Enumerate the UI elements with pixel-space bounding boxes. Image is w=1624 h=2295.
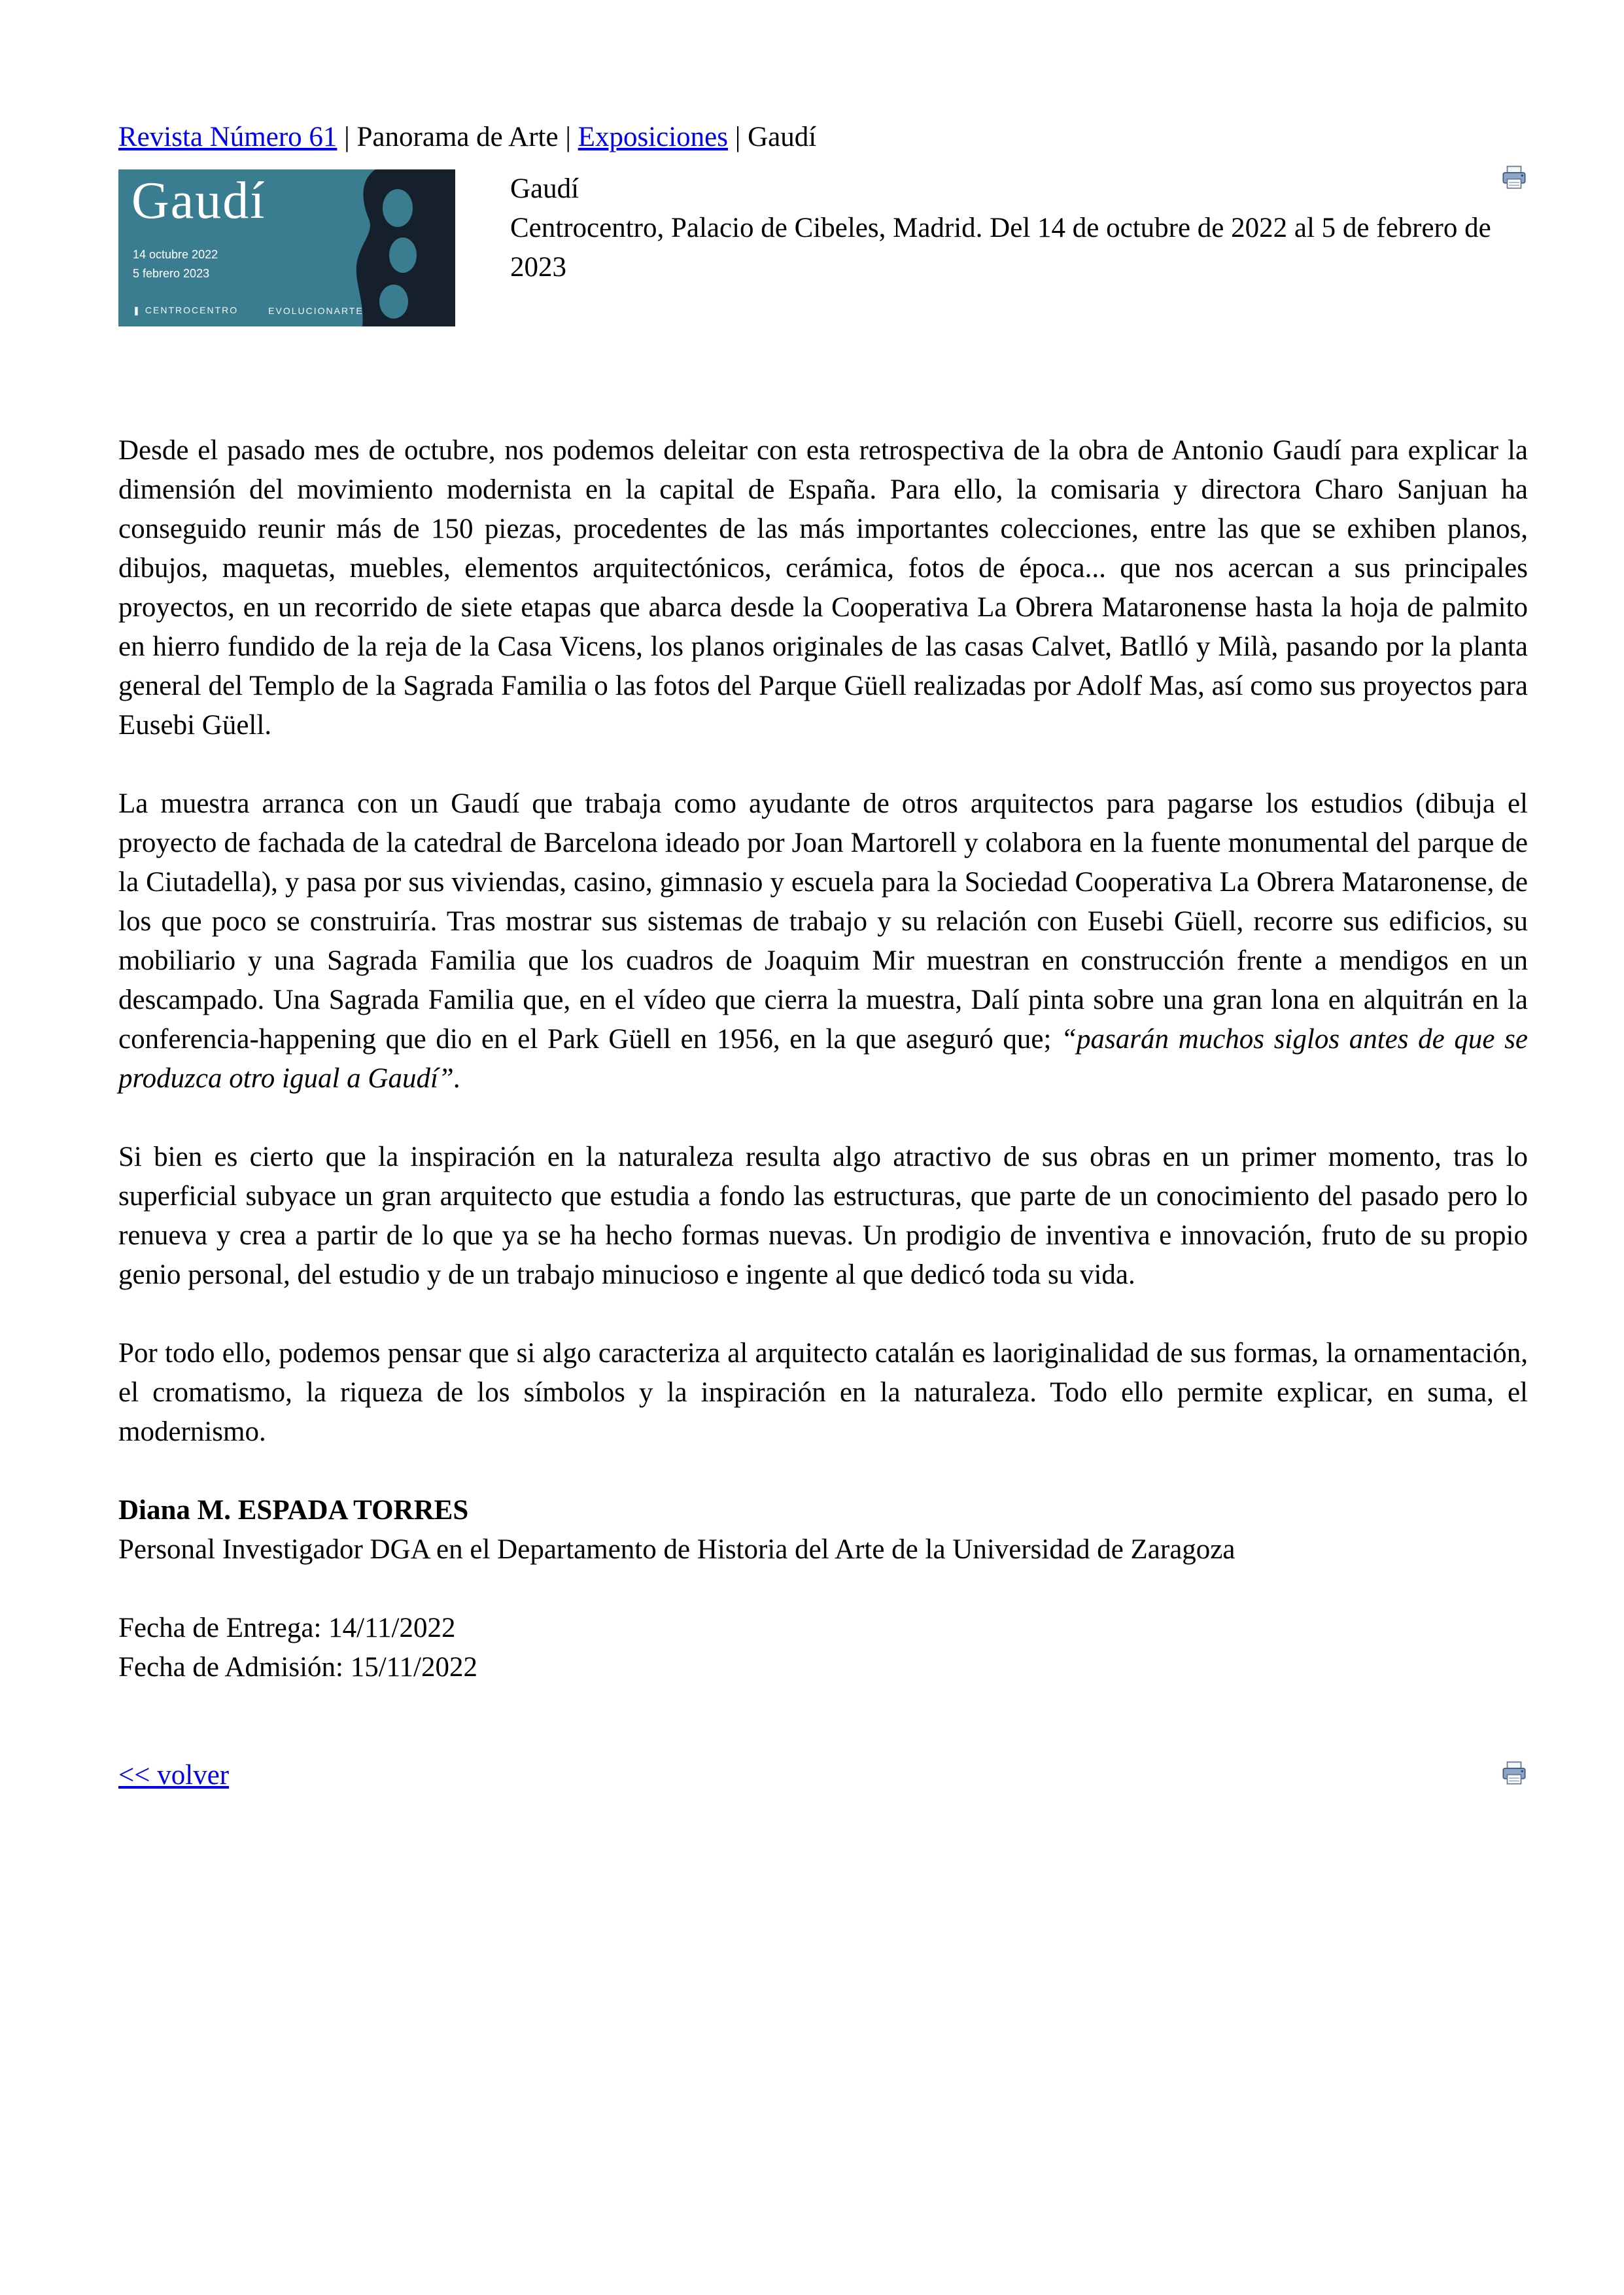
breadcrumb-link-exposiciones[interactable]: Exposiciones — [578, 122, 728, 152]
printer-icon — [1500, 164, 1528, 191]
breadcrumb-separator: | — [337, 122, 357, 152]
evolucionarte-logo: EVOLUCIONARTE — [268, 305, 364, 316]
exhibition-header — [118, 169, 1528, 326]
breadcrumb-separator: | — [558, 122, 578, 152]
exhibition-banner-image — [118, 169, 455, 326]
paragraph-3: Si bien es cierto que la inspiración en la naturaleza resulta algo atractivo de sus obras en un primer momento, tras lo superficial subyace un gran arquitecto que estudia a fondo las estructuras, que parte de un conocimiento del pasado pero lo renueva y crea a partir de lo que ya se ha hecho formas nuevas. Un prodigio de inventiva e innovación, fruto de su propio genio personal, del estudio y de un trabajo minucioso e ingente al que dedicó toda su vida. — [118, 1142, 1528, 1290]
centrocentro-logo-icon: ❚ — [133, 306, 141, 315]
print-button-top[interactable] — [1500, 164, 1528, 191]
breadcrumb-link-revista-numero-61[interactable]: Revista Número 61 — [118, 122, 337, 152]
print-button-bottom[interactable] — [1500, 1759, 1528, 1787]
banner-dates — [133, 245, 218, 283]
banner-date-end: 5 febrero 2023 — [133, 267, 210, 280]
acceptance-date: Fecha de Admisión: 15/11/2022 — [118, 1652, 478, 1683]
breadcrumb-separator: | — [727, 122, 748, 152]
printer-icon — [1500, 1759, 1528, 1787]
breadcrumb-item-panorama-de-arte: Panorama de Arte — [356, 122, 559, 152]
page-footer — [118, 1759, 1528, 1791]
exhibition-subtitle: Centrocentro, Palacio de Cibeles, Madrid. Del 14 de octubre de 2022 al 5 de febrero de 2023 — [510, 213, 1491, 283]
exhibition-title: Gaudí — [510, 173, 579, 204]
submission-dates — [118, 1609, 1528, 1687]
centrocentro-logo-text: CENTROCENTRO — [145, 305, 239, 315]
centrocentro-logo — [133, 305, 238, 316]
author-name: Diana M. ESPADA TORRES — [118, 1495, 469, 1526]
author-block — [118, 1491, 1528, 1569]
gaudi-chimney-sculpture — [324, 169, 455, 326]
paragraph-4: Por todo ello, podemos pensar que si algo caracteriza al arquitecto catalán es laoriginalidad de sus formas, la ornamentación, el cromatismo, la riqueza de los símbolos y la inspiración en la naturaleza. Todo ello permite explicar, en suma, el modernismo. — [118, 1338, 1528, 1447]
paragraph-2 — [118, 784, 1528, 1098]
back-link[interactable]: << volver — [118, 1760, 230, 1791]
banner-logos — [133, 305, 364, 316]
breadcrumb-item-current-gaudi: Gaudí — [748, 122, 817, 152]
article-body — [118, 431, 1528, 1687]
banner-date-start: 14 octubre 2022 — [133, 248, 218, 261]
paragraph-2-text: La muestra arranca con un Gaudí que trabaja como ayudante de otros arquitectos para pagarse los estudios (dibuja el proyecto de fachada de la catedral de Barcelona ideado por Joan Martorell y colabora en la fuente monumental del parque de la Ciutadella), y pasa por sus viviendas, casino, gimnasio y escuela para la Sociedad Cooperativa La Obrera Mataronense, de los que poco se construiría. Tras mostrar sus sistemas de trabajo y su relación con Eusebi Güell, recorre sus edificios, su mobiliario y una Sagrada Familia que los cuadros de Joaquim Mir muestran en construcción frente a mendigos en un descampado. Una Sagrada Familia que, en el vídeo que cierra la muestra, Dalí pinta sobre una gran lona en alquitrán en la conferencia-happening que dio en el Park Güell en 1956, en la que aseguró que; — [118, 788, 1528, 1055]
exhibition-info — [510, 169, 1528, 287]
banner-title: Gaudí — [131, 172, 266, 230]
submission-date: Fecha de Entrega: 14/11/2022 — [118, 1613, 456, 1643]
breadcrumb — [118, 121, 1528, 154]
paragraph-1: Desde el pasado mes de octubre, nos podemos deleitar con esta retrospectiva de la obra de Antonio Gaudí para explicar la dimensión del movimiento modernista en la capital de España. Para ello, la comisaria y directora Charo Sanjuan ha conseguido reunir más de 150 piezas, procedentes de las más importantes colecciones, entre las que se exhiben planos, dibujos, maquetas, muebles, elementos arquitectónicos, cerámica, fotos de época... que nos acercan a sus principales proyectos, en un recorrido de siete etapas que abarca desde la Cooperativa La Obrera Mataronense hasta la hoja de palmito en hierro fundido de la reja de la Casa Vicens, los planos originales de las casas Calvet, Batlló y Milà, pasando por la planta general del Templo de la Sagrada Familia o las fotos del Parque Güell realizadas por Adolf Mas, así como sus proyectos para Eusebi Güell. — [118, 435, 1528, 741]
author-affiliation: Personal Investigador DGA en el Departamento de Historia del Arte de la Universidad de Zaragoza — [118, 1534, 1235, 1565]
dali-quote: “pasarán muchos siglos antes de que se produzca otro igual a Gaudí”. — [118, 1024, 1528, 1094]
